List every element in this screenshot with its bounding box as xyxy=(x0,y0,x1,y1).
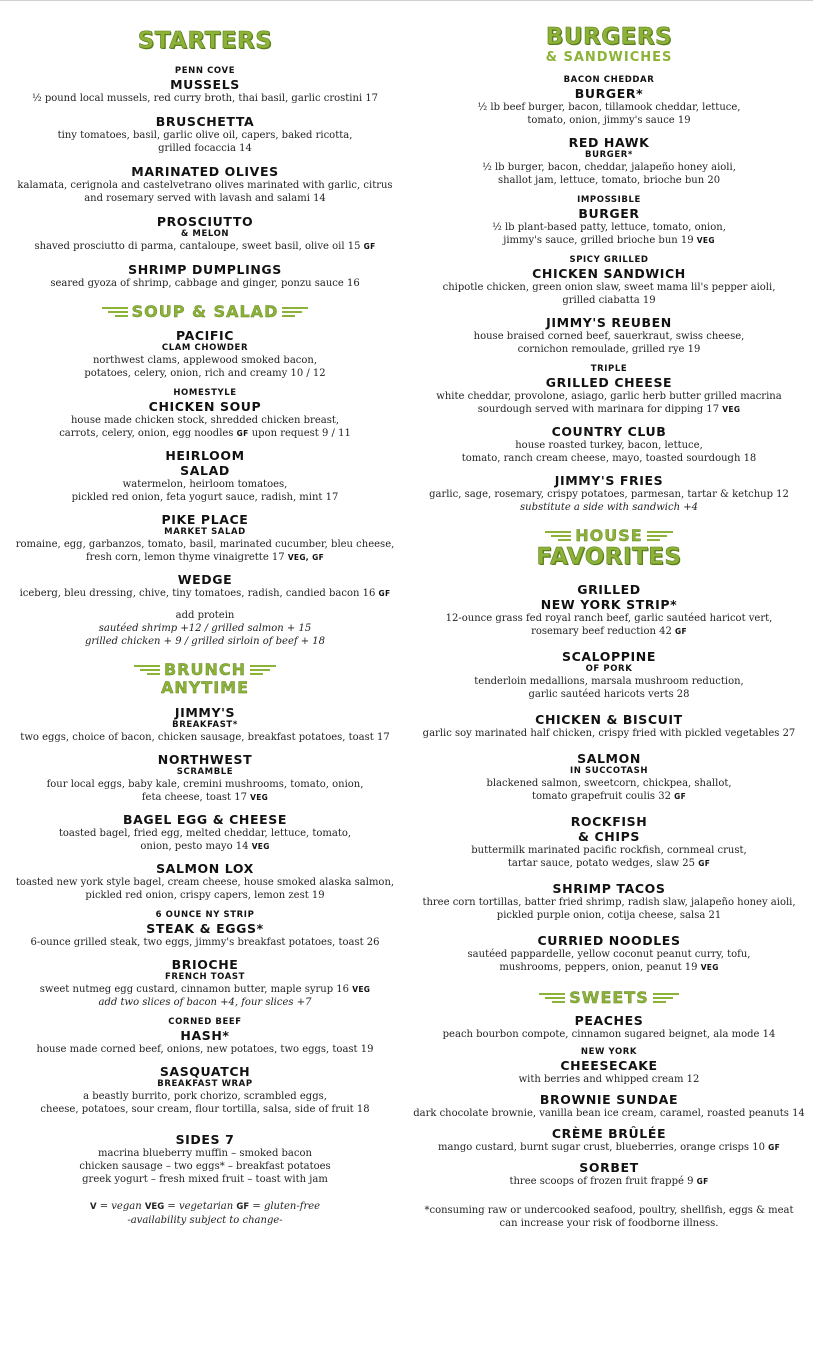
item-description xyxy=(6,240,404,253)
description-text: cheese, potatoes, sour cream, flour tortilla, salsa, side of fruit 18 xyxy=(40,1104,370,1115)
section-title: BRUNCH xyxy=(163,660,247,679)
dietary-tag: VEG xyxy=(700,963,719,972)
item-description xyxy=(410,330,808,343)
section-title: SOUP & SALAD xyxy=(131,302,279,321)
item-description-line2 xyxy=(6,840,404,853)
description-text: grilled focaccia 14 xyxy=(158,143,252,154)
menu-item-salmon xyxy=(410,751,808,803)
description-text: sautéed pappardelle, yellow coconut peanut curry, tofu, xyxy=(467,949,751,960)
item-description xyxy=(6,827,404,840)
menu-item-pacific xyxy=(6,328,404,380)
section-header xyxy=(6,660,404,697)
item-description-line2 xyxy=(6,192,404,205)
legend-row xyxy=(6,1200,404,1214)
item-suffix: IN SUCCOTASH xyxy=(569,766,649,776)
item-description xyxy=(410,439,808,452)
item-prefix: HOMESTYLE xyxy=(173,388,237,398)
menu-item-salmon-lox xyxy=(6,861,404,902)
description-text: ½ lb beef burger, bacon, tillamook cheddar, lettuce, xyxy=(477,102,741,113)
item-description-line2 xyxy=(6,551,404,564)
description-text: watermelon, heirloom tomatoes, xyxy=(122,479,288,490)
item-description xyxy=(410,896,808,909)
menu-item-jimmy-s xyxy=(6,705,404,744)
section-header xyxy=(410,526,808,570)
item-suffix: FRENCH TOAST xyxy=(164,972,246,982)
item-description xyxy=(6,1090,404,1103)
add-protein-options-line1: sautéed shrimp +12 / grilled salmon + 15 xyxy=(98,623,312,634)
section-header xyxy=(410,988,808,1007)
description-text: fresh corn, lemon thyme vinaigrette 17 xyxy=(85,552,285,563)
description-text: ½ pound local mussels, red curry broth, thai basil, garlic crostini 17 xyxy=(31,93,379,104)
item-description-line2 xyxy=(6,427,404,440)
menu-item-chicken-biscuit xyxy=(410,712,808,740)
menu-item-peaches xyxy=(410,1013,808,1041)
item-suffix: SCRAMBLE xyxy=(176,767,234,777)
item-description xyxy=(410,612,808,625)
item-suffix: MARKET SALAD xyxy=(164,527,246,537)
dietary-tag: GF xyxy=(236,429,249,438)
item-name: SORBET xyxy=(579,1160,639,1175)
description-text: house made corned beef, onions, new potatoes, two eggs, toast 19 xyxy=(36,1044,374,1055)
menu-item-sasquatch xyxy=(6,1064,404,1116)
description-text: feta cheese, toast 17 xyxy=(141,792,247,803)
menu-item-country-club xyxy=(410,424,808,465)
description-text: house braised corned beef, sauerkraut, swiss cheese, xyxy=(473,331,745,342)
item-name: GRILLED CHEESE xyxy=(545,375,673,390)
item-name: SCALOPPINE xyxy=(562,649,656,664)
dietary-legend xyxy=(6,1200,404,1227)
item-name: CHICKEN SOUP xyxy=(148,399,262,414)
description-text: garlic sautéed haricots verts 28 xyxy=(528,689,690,700)
description-text: and rosemary served with lavash and salami 14 xyxy=(84,193,326,204)
section-subtitle: FAVORITES xyxy=(536,544,682,570)
description-text: mushrooms, peppers, onion, peanut 19 xyxy=(499,962,698,973)
disclaimer xyxy=(410,1204,808,1230)
item-description xyxy=(6,936,404,949)
item-name: CURRIED NOODLES xyxy=(537,933,681,948)
description-text: sourdough served with marinara for dipping 17 xyxy=(477,404,720,415)
item-description-line2 xyxy=(410,625,808,638)
item-description-line2 xyxy=(410,403,808,416)
item-name: BURGER* xyxy=(574,86,644,101)
menu-item-jimmy-s-fries xyxy=(410,473,808,514)
sides-line2: chicken sausage – two eggs* – breakfast potatoes xyxy=(79,1161,331,1172)
item-description xyxy=(6,129,404,142)
availability-note: -availability subject to change- xyxy=(127,1215,283,1226)
legend-veg-symbol: VEG xyxy=(144,1202,165,1212)
wing-decoration-r xyxy=(282,307,308,317)
item-description xyxy=(6,478,404,491)
menu-item-brioche xyxy=(6,957,404,1009)
item-note: substitute a side with sandwich +4 xyxy=(520,502,698,513)
item-description xyxy=(410,281,808,294)
description-text: peach bourbon compote, cinnamon sugared beignet, ala mode 14 xyxy=(442,1029,776,1040)
dietary-tag: VEG xyxy=(722,405,741,414)
item-description xyxy=(410,844,808,857)
item-name: COUNTRY CLUB xyxy=(551,424,667,439)
item-name: SALMON xyxy=(577,751,641,766)
item-prefix: IMPOSSIBLE xyxy=(577,195,641,205)
menu-item-chicken-soup xyxy=(6,388,404,440)
item-description xyxy=(410,390,808,403)
sides-line1: macrina blueberry muffin – smoked bacon xyxy=(98,1148,312,1159)
item-name: NORTHWEST xyxy=(157,752,253,767)
description-text: house made chicken stock, shredded chicken breast, xyxy=(70,415,340,426)
legend-gf-text: = gluten-free xyxy=(252,1201,321,1212)
item-name: JIMMY'S FRIES xyxy=(554,473,664,488)
top-rule xyxy=(0,0,813,1)
item-name: PEACHES xyxy=(574,1013,644,1028)
item-description xyxy=(6,1043,404,1056)
description-text: mango custard, burnt sugar crust, blueberries, orange crisps 10 xyxy=(437,1142,765,1153)
item-name: PROSCIUTTO xyxy=(156,214,254,229)
item-description xyxy=(410,777,808,790)
section-title: SWEETS xyxy=(569,988,649,1007)
item-suffix: CLAM CHOWDER xyxy=(161,343,249,353)
item-name: GRILLED xyxy=(577,582,641,597)
description-text: cornichon remoulade, grilled rye 19 xyxy=(517,344,701,355)
item-description-line2 xyxy=(410,174,808,187)
legend-v-text: = vegan xyxy=(99,1201,142,1212)
description-text: toasted new york style bagel, cream cheese, house smoked alaska salmon, xyxy=(15,877,395,888)
item-description xyxy=(6,179,404,192)
menu-item-steak-eggs xyxy=(6,910,404,949)
menu-item-jimmy-s-reuben xyxy=(410,315,808,356)
sides-section xyxy=(6,1132,404,1186)
description-text: 6-ounce grilled steak, two eggs, jimmy's breakfast potatoes, toast 26 xyxy=(30,937,380,948)
description-text: 12-ounce grass fed royal ranch beef, garlic sautéed haricot vert, xyxy=(445,613,773,624)
item-description xyxy=(6,92,404,105)
item-suffix: OF PORK xyxy=(585,664,633,674)
dietary-tag: GF xyxy=(696,1177,709,1186)
item-description xyxy=(6,731,404,744)
item-description xyxy=(410,727,808,740)
description-text: a beastly burrito, pork chorizo, scrambled eggs, xyxy=(83,1091,327,1102)
menu-item-scaloppine xyxy=(410,649,808,701)
menu-item-northwest xyxy=(6,752,404,804)
description-text: ½ lb plant-based patty, lettuce, tomato, onion, xyxy=(492,222,726,233)
description-text: three corn tortillas, batter fried shrimp, radish slaw, jalapeño honey aioli, xyxy=(422,897,796,908)
menu-item-cr-me-br-l-e xyxy=(410,1126,808,1154)
item-name: WEDGE xyxy=(177,572,233,587)
description-text: four local eggs, baby kale, cremini mushrooms, tomato, onion, xyxy=(46,779,364,790)
wing-decoration-l xyxy=(134,665,160,675)
dietary-tag: GF xyxy=(768,1143,781,1152)
item-description-line2 xyxy=(6,1103,404,1116)
item-description-line2 xyxy=(6,889,404,902)
item-description-line2 xyxy=(410,688,808,701)
item-description xyxy=(410,1141,808,1154)
section-header xyxy=(6,302,404,321)
description-text: dark chocolate brownie, vanilla bean ice cream, caramel, roasted peanuts 14 xyxy=(413,1108,805,1119)
description-text: two eggs, choice of bacon, chicken sausage, breakfast potatoes, toast 17 xyxy=(20,732,390,743)
description-text: carrots, celery, onion, egg noodles xyxy=(59,428,234,439)
item-name: SALMON LOX xyxy=(156,861,254,876)
item-name: CHICKEN & BISCUIT xyxy=(535,712,683,727)
item-description xyxy=(6,778,404,791)
wing-decoration-r xyxy=(250,665,276,675)
item-suffix: BURGER* xyxy=(585,150,633,160)
item-description-line2 xyxy=(6,491,404,504)
menu-item-marinated-olives xyxy=(6,164,404,205)
menu-item-wedge xyxy=(6,572,404,600)
item-suffix: & MELON xyxy=(180,229,230,239)
item-description-line2 xyxy=(410,909,808,922)
description-text: tiny tomatoes, basil, garlic olive oil, capers, baked ricotta, xyxy=(57,130,353,141)
description-text: northwest clams, applewood smoked bacon, xyxy=(92,355,318,366)
item-name: SHRIMP TACOS xyxy=(552,881,666,896)
menu-item-chicken-sandwich xyxy=(410,255,808,307)
item-prefix: CORNED BEEF xyxy=(168,1017,242,1027)
description-text: tenderloin medallions, marsala mushroom reduction, xyxy=(474,676,744,687)
description-text: pickled red onion, feta yogurt sauce, radish, mint 17 xyxy=(71,492,339,503)
description-text: blackened salmon, sweetcorn, chickpea, shallot, xyxy=(486,778,732,789)
item-description xyxy=(410,1107,808,1120)
dietary-tag: GF xyxy=(363,242,376,251)
sides-title: SIDES 7 xyxy=(175,1132,235,1147)
disclaimer-line2: can increase your risk of foodborne illness. xyxy=(499,1218,719,1229)
sides-line3: greek yogurt – fresh mixed fruit – toast with jam xyxy=(82,1174,328,1185)
menu-item-curried-noodles xyxy=(410,933,808,974)
description-text: tomato, ranch cream cheese, mayo, toasted sourdough 18 xyxy=(461,453,757,464)
item-description-line2 xyxy=(410,114,808,127)
menu-item-sorbet xyxy=(410,1160,808,1188)
section-header xyxy=(6,28,404,54)
section-title-row xyxy=(410,988,808,1007)
legend-v-symbol: V xyxy=(89,1202,97,1212)
item-suffix: BREAKFAST WRAP xyxy=(157,1079,253,1089)
dietary-tag: VEG xyxy=(352,985,371,994)
description-text: toasted bagel, fried egg, melted cheddar, lettuce, tomato, xyxy=(58,828,352,839)
wing-decoration-r xyxy=(647,531,673,541)
item-prefix: NEW YORK xyxy=(580,1047,638,1057)
item-name: JIMMY'S xyxy=(174,705,236,720)
description-text: kalamata, cerignola and castelvetrano olives marinated with garlic, citrus xyxy=(17,180,393,191)
item-prefix: 6 OUNCE NY STRIP xyxy=(155,910,255,920)
menu-item-bagel-egg-cheese xyxy=(6,812,404,853)
description-text: garlic, sage, rosemary, crispy potatoes, parmesan, tartar & ketchup 12 xyxy=(429,489,789,500)
item-prefix: TRIPLE xyxy=(590,364,628,374)
item-name-line2: & CHIPS xyxy=(578,829,640,844)
add-protein xyxy=(6,609,404,648)
wing-decoration-l xyxy=(545,531,571,541)
item-name: BRIOCHE xyxy=(171,957,239,972)
description-text: upon request 9 / 11 xyxy=(251,428,351,439)
item-description-line2 xyxy=(6,142,404,155)
menu-item-bruschetta xyxy=(6,114,404,155)
item-description-line2 xyxy=(410,961,808,974)
item-name: CHEESECAKE xyxy=(560,1058,658,1073)
dietary-tag: GF xyxy=(698,859,711,868)
add-protein-label: add protein xyxy=(175,610,235,621)
item-description-line2 xyxy=(410,234,808,247)
item-name: BAGEL EGG & CHEESE xyxy=(122,812,288,827)
item-prefix: PENN COVE xyxy=(174,66,236,76)
item-name: ROCKFISH xyxy=(570,814,648,829)
item-description xyxy=(6,587,404,600)
section-title-row xyxy=(6,660,404,679)
description-text: seared gyoza of shrimp, cabbage and ginger, ponzu sauce 16 xyxy=(50,278,360,289)
item-description-line2 xyxy=(410,343,808,356)
item-name: BURGER xyxy=(578,206,640,221)
menu-item-grilled-cheese xyxy=(410,364,808,416)
section-title: HOUSE xyxy=(575,526,643,545)
item-name: SHRIMP DUMPLINGS xyxy=(128,262,282,277)
item-description-line2 xyxy=(410,452,808,465)
menu-item-heirloom xyxy=(6,448,404,504)
description-text: ½ lb burger, bacon, cheddar, jalapeño honey aioli, xyxy=(482,162,736,173)
item-prefix: BACON CHEDDAR xyxy=(563,75,655,85)
item-description xyxy=(410,221,808,234)
legend-gf-symbol: GF xyxy=(236,1202,250,1212)
item-note: add two slices of bacon +4, four slices +7 xyxy=(98,997,312,1008)
item-name: MUSSELS xyxy=(170,77,240,92)
item-description xyxy=(6,354,404,367)
description-text: white cheddar, provolone, asiago, garlic herb butter grilled macrina xyxy=(436,391,782,402)
description-text: shallot jam, lettuce, tomato, brioche bun 20 xyxy=(497,175,721,186)
item-description xyxy=(6,538,404,551)
item-name: HEIRLOOM xyxy=(165,448,245,463)
wing-decoration-l xyxy=(102,307,128,317)
item-description xyxy=(6,983,404,996)
description-text: romaine, egg, garbanzos, tomato, basil, marinated cucumber, bleu cheese, xyxy=(15,539,395,550)
description-text: chipotle chicken, green onion slaw, sweet mama lil's pepper aioli, xyxy=(442,282,776,293)
item-description-line2 xyxy=(410,790,808,803)
section-subtitle: ANYTIME xyxy=(160,678,250,697)
item-description-line2 xyxy=(6,791,404,804)
item-name: CRÈME BRÛLÉE xyxy=(551,1126,667,1141)
item-suffix: BREAKFAST* xyxy=(172,720,238,730)
description-text: iceberg, bleu dressing, chive, tiny tomatoes, radish, candied bacon 16 xyxy=(19,588,376,599)
item-description-line2 xyxy=(6,367,404,380)
right-column xyxy=(410,22,808,1230)
description-text: grilled ciabatta 19 xyxy=(562,295,656,306)
item-name: CHICKEN SANDWICH xyxy=(532,266,686,281)
section-title-row xyxy=(6,302,404,321)
menu-item-brownie-sundae xyxy=(410,1092,808,1120)
description-text: tomato, onion, jimmy's sauce 19 xyxy=(527,115,691,126)
item-name: SASQUATCH xyxy=(159,1064,251,1079)
menu-item-shrimp-tacos xyxy=(410,881,808,922)
dietary-tag: GF xyxy=(378,589,391,598)
add-protein-options-line2: grilled chicken + 9 / grilled sirloin of beef + 18 xyxy=(84,636,326,647)
description-text: buttermilk marinated pacific rockfish, cornmeal crust, xyxy=(471,845,747,856)
description-text: jimmy's sauce, grilled brioche bun 19 xyxy=(503,235,694,246)
wing-decoration-l xyxy=(539,993,565,1003)
description-text: pickled red onion, crispy capers, lemon zest 19 xyxy=(85,890,325,901)
item-name: PACIFIC xyxy=(175,328,235,343)
item-description-line2 xyxy=(410,857,808,870)
menu-item-grilled xyxy=(410,582,808,638)
section-title-row xyxy=(410,526,808,545)
dietary-tag: VEG xyxy=(251,842,270,851)
dietary-tag: VEG, xyxy=(287,553,309,562)
dietary-tag: GF xyxy=(674,792,687,801)
item-description xyxy=(410,675,808,688)
wing-decoration-r xyxy=(653,993,679,1003)
item-name: BRUSCHETTA xyxy=(155,114,255,129)
item-name: BROWNIE SUNDAE xyxy=(539,1092,679,1107)
item-description-line2 xyxy=(410,294,808,307)
menu-item-cheesecake xyxy=(410,1047,808,1086)
dietary-tag: VEG xyxy=(250,793,269,802)
item-description xyxy=(410,1175,808,1188)
menu-item-pike-place xyxy=(6,512,404,564)
item-prefix: SPICY GRILLED xyxy=(569,255,649,265)
item-description xyxy=(410,1028,808,1041)
description-text: rosemary beef reduction 42 xyxy=(531,626,672,637)
menu-item-shrimp-dumplings xyxy=(6,262,404,290)
menu-item-rockfish xyxy=(410,814,808,870)
description-text: tomato grapefruit coulis 32 xyxy=(531,791,671,802)
item-description xyxy=(410,101,808,114)
item-description xyxy=(410,948,808,961)
item-name: MARINATED OLIVES xyxy=(131,164,279,179)
item-description xyxy=(6,876,404,889)
description-text: house roasted turkey, bacon, lettuce, xyxy=(515,440,703,451)
section-subtitle: & SANDWICHES xyxy=(545,50,673,65)
description-text: with berries and whipped cream 12 xyxy=(518,1074,700,1085)
description-text: tartar sauce, potato wedges, slaw 25 xyxy=(507,858,696,869)
left-column xyxy=(6,22,404,1227)
menu-item-red-hawk xyxy=(410,135,808,187)
dietary-tag: GF xyxy=(312,553,325,562)
description-text: pickled purple onion, cotija cheese, salsa 21 xyxy=(496,910,722,921)
item-name: STEAK & EGGS* xyxy=(146,921,264,936)
description-text: potatoes, celery, onion, rich and creamy 10 / 12 xyxy=(84,368,326,379)
item-description xyxy=(6,414,404,427)
description-text: garlic soy marinated half chicken, crispy fried with pickled vegetables 27 xyxy=(422,728,796,739)
item-description xyxy=(410,161,808,174)
item-name: RED HAWK xyxy=(568,135,650,150)
description-text: sweet nutmeg egg custard, cinnamon butter, maple syrup 16 xyxy=(39,984,350,995)
item-name-line2: SALAD xyxy=(180,463,230,478)
menu-item-hash xyxy=(6,1017,404,1056)
disclaimer-line1: *consuming raw or undercooked seafood, poultry, shellfish, eggs & meat xyxy=(424,1205,794,1216)
legend-veg-text: = vegetarian xyxy=(167,1201,234,1212)
menu-item-prosciutto xyxy=(6,214,404,253)
menu-item-burger xyxy=(410,195,808,247)
section-header xyxy=(410,24,808,66)
item-description xyxy=(410,1073,808,1086)
item-name: PIKE PLACE xyxy=(161,512,249,527)
dietary-tag: GF xyxy=(675,627,687,636)
section-title: BURGERS xyxy=(545,24,673,50)
item-description xyxy=(410,488,808,501)
item-name: HASH* xyxy=(180,1028,230,1043)
menu-item-burger xyxy=(410,75,808,127)
item-name: JIMMY'S REUBEN xyxy=(546,315,672,330)
section-title: STARTERS xyxy=(137,28,273,54)
description-text: three scoops of frozen fruit frappé 9 xyxy=(509,1176,694,1187)
item-name-line2: NEW YORK STRIP* xyxy=(540,597,678,612)
dietary-tag: VEG xyxy=(696,236,715,245)
item-description xyxy=(6,277,404,290)
description-text: onion, pesto mayo 14 xyxy=(140,841,249,852)
menu-item-mussels xyxy=(6,66,404,105)
description-text: shaved prosciutto di parma, cantaloupe, sweet basil, olive oil 15 xyxy=(34,241,361,252)
